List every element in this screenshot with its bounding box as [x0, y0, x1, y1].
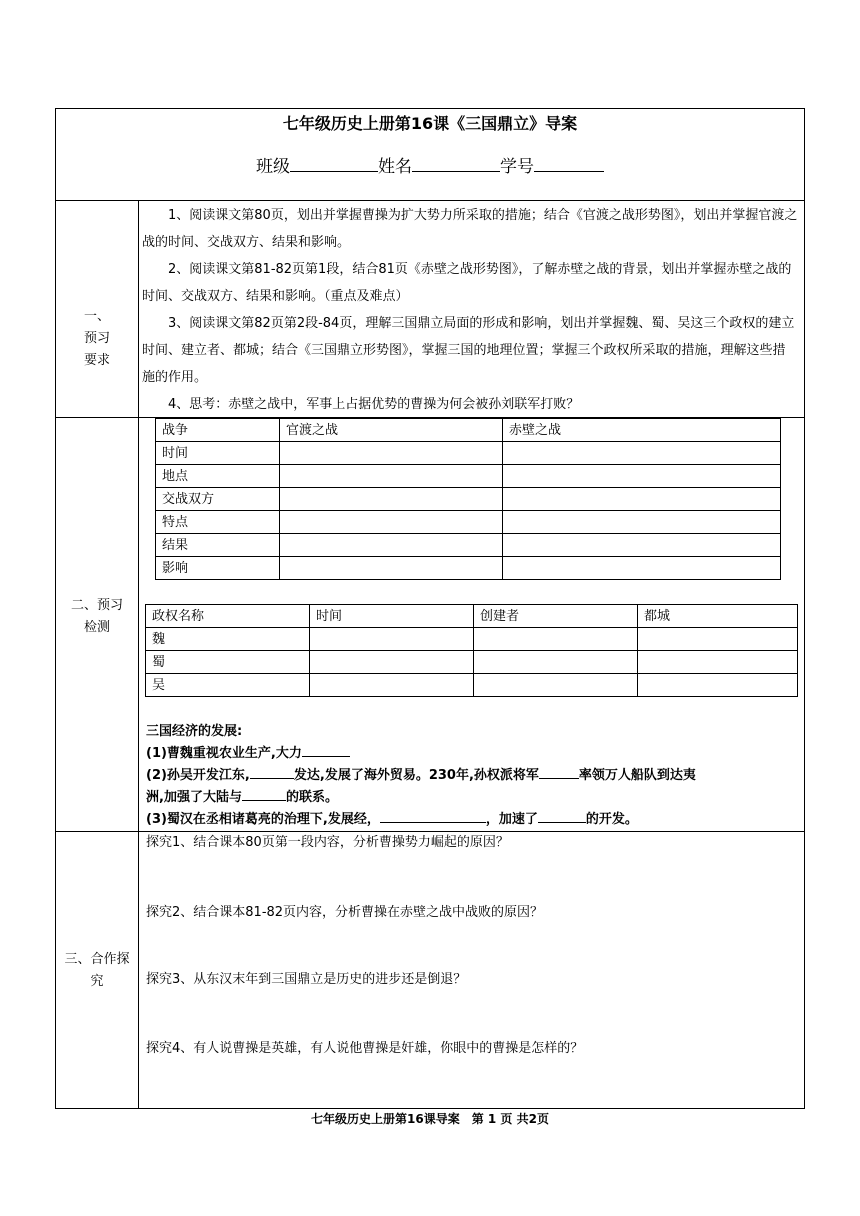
section2-divider [56, 831, 804, 832]
battle-row-label: 结果 [156, 534, 280, 557]
answer-cell[interactable] [474, 628, 638, 651]
section1-label [56, 306, 138, 372]
answer-cell[interactable] [638, 628, 798, 651]
fill-blank[interactable] [380, 808, 486, 823]
battle-row-label: 影响 [156, 557, 280, 580]
answer-cell[interactable] [503, 534, 781, 557]
regime-table-header: 政权名称 [146, 605, 310, 628]
name-blank[interactable] [412, 153, 500, 172]
header-divider [56, 200, 804, 201]
answer-cell[interactable] [310, 674, 474, 697]
economy-line3 [146, 786, 796, 808]
inquiry-question: 探究4、有人说曹操是英雄，有人说他曹操是奸雄，你眼中的曹操是怎样的？ [146, 1041, 584, 1056]
economy-line1 [146, 742, 796, 764]
class-label: 班级 [256, 157, 290, 177]
answer-cell[interactable] [638, 674, 798, 697]
regime-table [145, 604, 798, 697]
requirement-item: 4、思考：赤壁之战中，军事上占据优势的曹操为何会被孙刘联军打败？ [168, 397, 580, 412]
battle-row-label: 时间 [156, 442, 280, 465]
answer-cell[interactable] [280, 557, 503, 580]
section1-label-line3: 要求 [83, 353, 110, 368]
economy-text: (3)蜀汉在丞相诸葛亮的治理下,发展经， [146, 812, 380, 827]
section1-label-line2: 预习 [83, 331, 110, 346]
answer-cell[interactable] [280, 442, 503, 465]
student-id-label: 学号 [500, 157, 534, 177]
requirement-item: 2、阅读课文第81-82页第1段，结合81页《赤壁之战形势图》，了解赤壁之战的背景，划出并掌握赤壁之战的时间、交战双方、结果和影响。（重点及难点） [142, 262, 792, 304]
worksheet-frame [55, 108, 805, 1109]
economy-text: ，加速了 [485, 812, 538, 827]
battle-table-header: 官渡之战 [280, 419, 503, 442]
economy-text: 率领万人船队到达夷 [578, 768, 696, 783]
economy-line2 [146, 764, 796, 786]
section3-label-line1: 三、合作探 [64, 952, 130, 967]
answer-cell[interactable] [503, 557, 781, 580]
battle-table-header: 赤壁之战 [503, 419, 781, 442]
answer-cell[interactable] [474, 651, 638, 674]
answer-cell[interactable] [310, 651, 474, 674]
economy-section [146, 721, 796, 830]
answer-cell[interactable] [280, 465, 503, 488]
preview-requirements [142, 202, 798, 418]
student-id-blank[interactable] [534, 153, 604, 172]
section3-label-line2: 究 [90, 974, 104, 989]
page-footer: 七年级历史上册第16课导案 第 1 页 共2页 [311, 1112, 549, 1126]
inquiry-question: 探究1、结合课本80页第一段内容，分析曹操势力崛起的原因？ [146, 835, 509, 850]
answer-cell[interactable] [280, 534, 503, 557]
economy-text: 发达,发展了海外贸易。230年,孙权派将军 [293, 768, 539, 783]
answer-cell[interactable] [310, 628, 474, 651]
answer-cell[interactable] [474, 674, 638, 697]
economy-title: 三国经济的发展: [146, 724, 243, 739]
section2-label-line1: 二、预习 [70, 598, 123, 613]
answer-cell[interactable] [503, 511, 781, 534]
battle-table-header: 战争 [156, 419, 280, 442]
economy-text: 洲,加强了大陆与 [146, 790, 242, 805]
regime-row-label: 吴 [146, 674, 310, 697]
requirement-item: 1、阅读课文第80页，划出并掌握曹操为扩大势力所采取的措施；结合《官渡之战形势图》，划出并掌握官渡之战的时间、交战双方、结果和影响。 [142, 208, 798, 250]
fill-blank[interactable] [538, 808, 586, 823]
fill-blank[interactable] [242, 786, 286, 801]
answer-cell[interactable] [503, 442, 781, 465]
battle-row-label: 地点 [156, 465, 280, 488]
regime-row-label: 蜀 [146, 651, 310, 674]
economy-line4 [146, 808, 796, 830]
section1-label-line1: 一、 [83, 309, 110, 324]
regime-table-header: 创建者 [474, 605, 638, 628]
battle-row-label: 交战双方 [156, 488, 280, 511]
section3-label [56, 949, 138, 993]
page-title: 七年级历史上册第16课《三国鼎立》导案 [282, 114, 578, 133]
economy-text: (1)曹魏重视农业生产,大力 [146, 746, 302, 761]
fill-blank[interactable] [302, 742, 350, 757]
regime-row-label: 魏 [146, 628, 310, 651]
fill-blank[interactable] [539, 764, 579, 779]
regime-table-header: 时间 [310, 605, 474, 628]
section2-label-line2: 检测 [83, 620, 110, 635]
answer-cell[interactable] [503, 465, 781, 488]
answer-cell[interactable] [503, 488, 781, 511]
economy-text: 的开发。 [585, 812, 638, 827]
answer-cell[interactable] [638, 651, 798, 674]
battle-table [155, 418, 781, 580]
answer-cell[interactable] [280, 488, 503, 511]
economy-text: 的联系。 [285, 790, 338, 805]
fill-blank[interactable] [250, 764, 294, 779]
battle-row-label: 特点 [156, 511, 280, 534]
section2-label [56, 595, 138, 639]
label-column-divider [138, 201, 139, 1108]
student-info-line [56, 153, 804, 180]
requirement-item: 3、阅读课文第82页第2段-84页，理解三国鼎立局面的形成和影响，划出并掌握魏、蜀、吴这三个政权的建立时间、建立者、都城；结合《三国鼎立形势图》，掌握三国的地理位置；掌握三个政权所采取的措施，理解这些措施的作用。 [142, 316, 795, 385]
inquiry-question: 探究3、从东汉末年到三国鼎立是历史的进步还是倒退？ [146, 972, 467, 987]
inquiry-question: 探究2、结合课本81-82页内容，分析曹操在赤壁之战中战败的原因？ [146, 905, 544, 920]
class-blank[interactable] [290, 153, 378, 172]
regime-table-header: 都城 [638, 605, 798, 628]
economy-text: (2)孙吴开发江东, [146, 768, 250, 783]
name-label: 姓名 [378, 157, 412, 177]
answer-cell[interactable] [280, 511, 503, 534]
